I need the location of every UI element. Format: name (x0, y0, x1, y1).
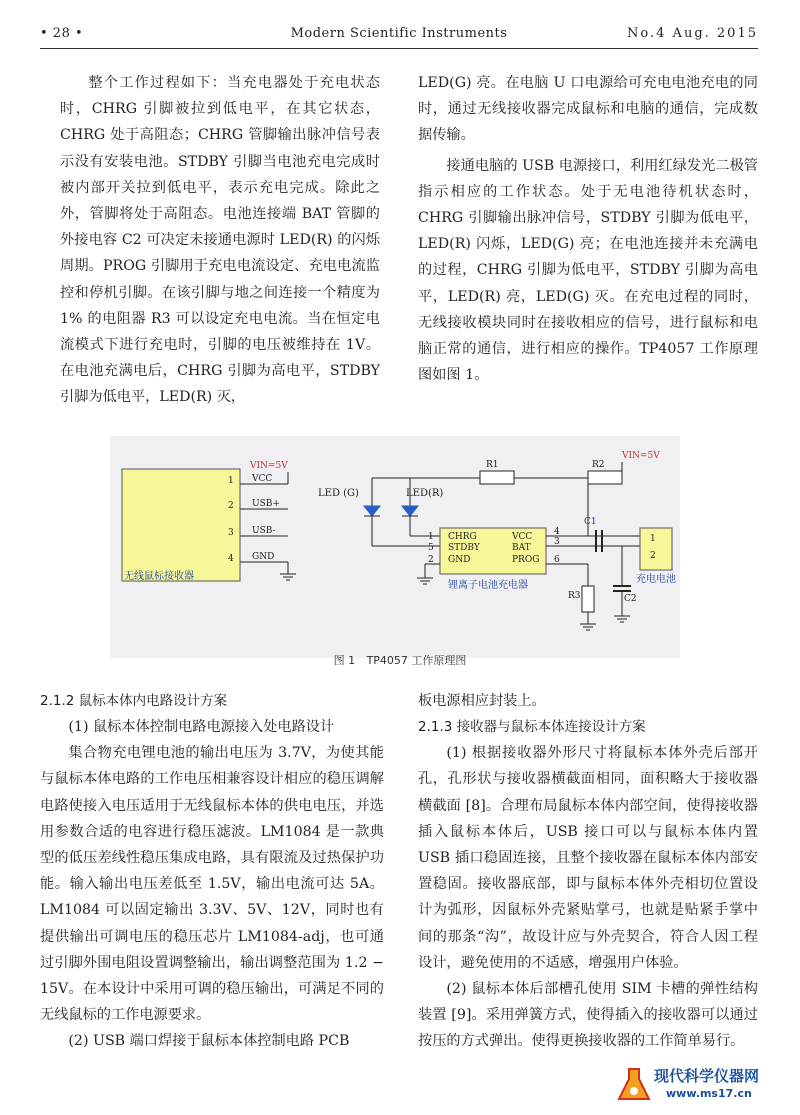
section-heading: 2.1.3 接收器与鼠标本体连接设计方案 (418, 719, 646, 736)
caption-text: TP4057 工作原理图 (366, 654, 467, 667)
header-rule (40, 48, 758, 49)
schematic-diagram (110, 436, 680, 658)
chip-pin-label: PROG (512, 555, 540, 565)
r1-label: R1 (486, 460, 499, 470)
page-header (40, 26, 758, 48)
section-heading: 2.1.2 鼠标本体内电路设计方案 (40, 693, 228, 709)
paragraph: (1) 根据接收器外形尺寸将鼠标本体外壳后部开孔，孔形状与接收器横截面相同，面积略大于接收器横截面 [8]。合理布局鼠标本体内部空间，使得接收器插入鼠标本体后，USB 接口可以与鼠标本体内置 USB 插口稳固连接，且整个接收器在鼠标本体内部安置稳固。接收器底部，即与鼠标本体外壳相切位置设计为弧形，因鼠标外壳紧贴掌弓，也就是贴紧手掌中间的那条“沟”，故设计应与外壳契合，符合人因工程设计，避免使用的不适感，增强用户体验。 (418, 745, 758, 971)
chip-label: 锂离子电池充电器 (448, 580, 528, 591)
c2-label: C2 (624, 594, 637, 604)
receiver-pin-label: USB- (252, 526, 276, 536)
r2-label: R2 (592, 460, 605, 470)
battery-pin-number: 2 (650, 551, 656, 561)
right-column-bottom (418, 688, 758, 1055)
vin-left-label: VIN=5V (250, 461, 288, 471)
issue-info: No.4 Aug. 2015 (627, 26, 758, 41)
chip-pin-number: 6 (554, 555, 560, 565)
paragraph: (2) USB 端口焊接于鼠标本体控制电路 PCB (68, 1033, 350, 1050)
caption-number: 图 1 (333, 654, 356, 667)
paragraph: 板电源相应封装上。 (418, 693, 546, 709)
chip-pin-label: BAT (512, 543, 531, 553)
chip-pin-label: CHRG (448, 532, 477, 542)
vin-right-label: VIN=5V (622, 451, 660, 461)
watermark-logo (614, 1063, 792, 1107)
chip-pin-label: GND (448, 555, 471, 565)
watermark-brand: 现代科学仪器网 (654, 1067, 760, 1085)
figure-1 (110, 436, 680, 658)
receiver-pin-label: VCC (252, 474, 273, 484)
page-number: • 28 • (40, 26, 84, 41)
receiver-pin-number: 4 (228, 554, 234, 564)
led-g-label: LED (G) (318, 488, 359, 499)
watermark-url: www.ms17.cn (666, 1087, 752, 1100)
right-column-top (418, 70, 758, 388)
paragraph: 整个工作过程如下：当充电器处于充电状态时，CHRG 引脚被拉到低电平，在其它状态，CHRG 处于高阻态；CHRG 管脚输出脉冲信号表示没有安装电池。STDBY 引脚当电池充电完成时被内部开关拉到低电平，表示充电完成。除此之外，管脚将处于高阻态。电池连接端 BAT 管脚的外接电容 C2 可决定未接通电源时 LED(R) 的闪烁周期。PROG 引脚用于充电电流设定、充电电流监控和停机引脚。在该引脚与地之间连接一个精度为 1% 的电阻器 R3 可以设定充电电流。当在恒定电流模式下进行充电时，引脚的电压被维持在 1V。在电池充满电后，CHRG 引脚为高电平，STDBY 引脚为低电平，LED(R) 灭， (60, 75, 380, 406)
flask-icon (614, 1065, 654, 1105)
paragraph: 接通电脑的 USB 电源接口，利用红绿发光二极管指示相应的工作状态。处于无电池待机状态时，CHRG 引脚输出脉冲信号，STDBY 引脚为低电平，LED(R) 闪烁，LED(G) 亮；在电池连接并未充满电的过程，CHRG 引脚为低电平，STDBY 引脚为高电平，LED(R) 亮，LED(G) 灭。在充电过程的同时，无线接收模块同时在接收相应的信号，进行鼠标和电脑正常的通信，进行相应的操作。TP4057 工作原理图如图 1。 (418, 157, 758, 384)
receiver-pin-label: USB+ (252, 499, 280, 509)
chip-pin-label: VCC (512, 532, 533, 542)
left-column-bottom (40, 688, 384, 1055)
led-r-label: LED(R) (406, 488, 444, 499)
chip-pin-label: STDBY (448, 543, 480, 553)
chip-pin-number: 2 (428, 555, 434, 565)
receiver-pin-label: GND (252, 552, 275, 562)
journal-title: Modern Scientific Instruments (290, 26, 508, 41)
battery-label: 充电电池 (636, 574, 676, 585)
chip-pin-number: 3 (554, 537, 560, 547)
subheading: (1) 鼠标本体控制电路电源接入处电路设计 (68, 719, 335, 735)
paragraph: LED(G) 亮。在电脑 U 口电源给可充电电池充电的同时，通过无线接收器完成鼠标和电脑的通信，完成数据传输。 (418, 75, 758, 144)
receiver-pin-number: 1 (228, 476, 234, 486)
paragraph: (2) 鼠标本体后部槽孔使用 SIM 卡槽的弹性结构装置 [9]。采用弹簧方式，使得插入的接收器可以通过按压的方式弹出。使得更换接收器的工作简单易行。 (418, 981, 758, 1050)
paragraph: 集合物充电锂电池的输出电压为 3.7V，为使其能与鼠标本体电路的工作电压相兼容设计相应的稳压调解电路使接入电压适用于无线鼠标本体的供电电压，并选用参数合适的电容进行稳压滤波。LM1084 是一款典型的低压差线性稳压集成电路，具有限流及过热保护功能。输入输出电压差低至 1.5V，输出电流可达 5A。LM1084 可以固定输出 3.3V、5V、12V，同时也有提供输出可调电压的稳压芯片 LM1084-adj，也可通过引脚外围电阻设置调整输出，输出调整范围为 1.2 − 15V。在本设计中采用可调的稳压输出，可满足不同的无线鼠标的工作电源要求。 (40, 745, 384, 1024)
left-column-top (60, 70, 380, 411)
figure-caption (0, 652, 800, 668)
receiver-pin-number: 3 (228, 528, 234, 538)
battery-pin-number: 1 (650, 534, 656, 544)
chip-pin-number: 1 (428, 532, 434, 542)
receiver-pin-number: 2 (228, 501, 234, 511)
chip-pin-number: 5 (428, 543, 434, 553)
c1-label: C1 (584, 517, 597, 527)
r3-label: R3 (568, 591, 581, 601)
chip-pin-number: 4 (554, 527, 560, 537)
receiver-label: 无线鼠标接收器 (124, 571, 194, 582)
